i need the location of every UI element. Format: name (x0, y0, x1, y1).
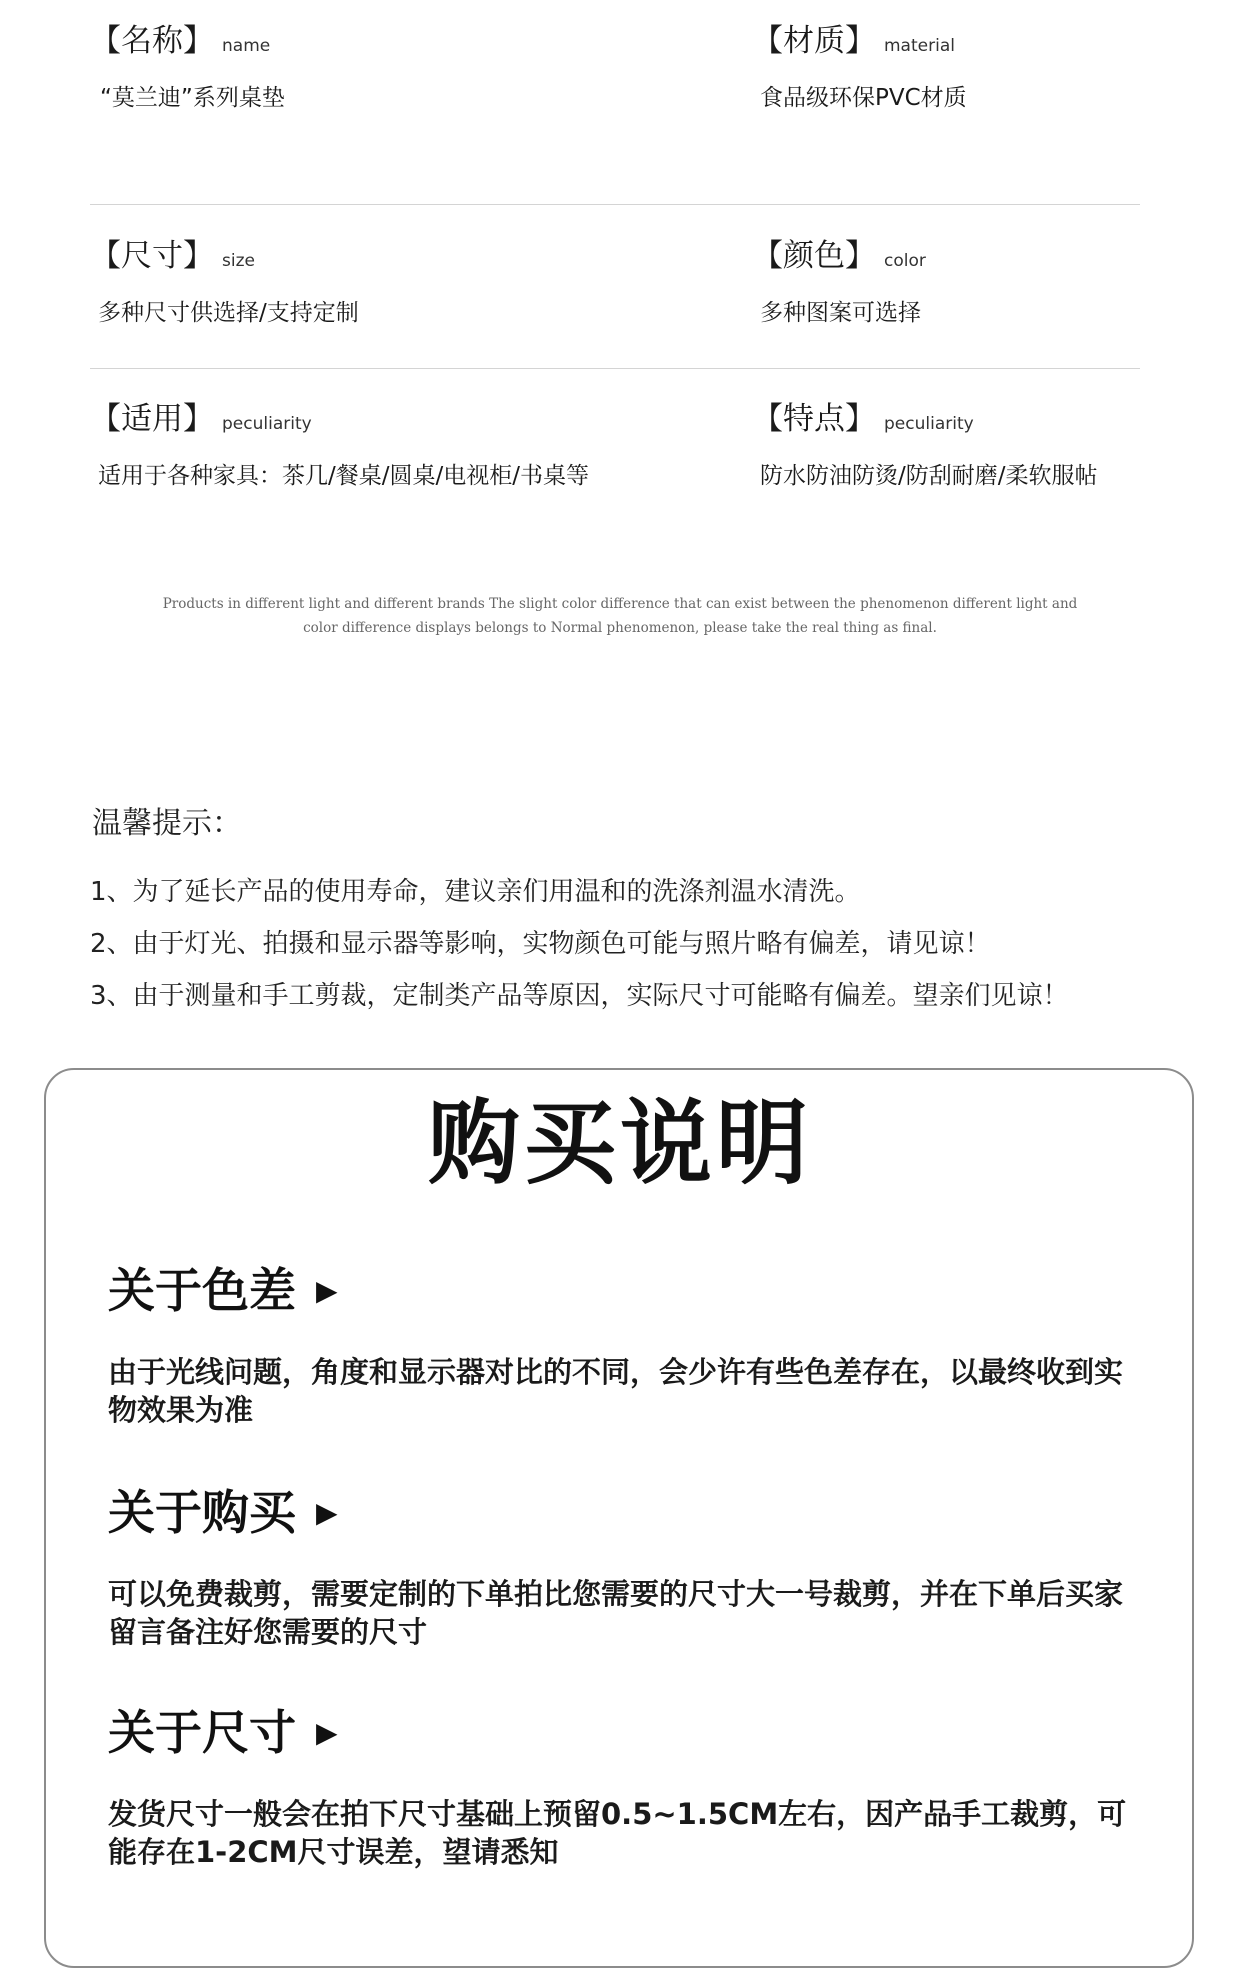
spec-name (90, 23, 285, 112)
section-body: 可以免费裁剪，需要定制的下单拍比您需要的尺寸大一号裁剪，并在下单后买家留言备注好您需要的尺寸 (108, 1577, 1124, 1649)
tip-item: 1、为了延长产品的使用寿命，建议亲们用温和的洗涤剂温水清洗。 (90, 877, 861, 907)
spec-feature-value: 防水防油防烫/防刮耐磨/柔软服帖 (760, 463, 1098, 489)
spec-color-label: 【颜色】 (752, 238, 876, 274)
spec-usage-label-en: peculiarity (222, 414, 312, 434)
spec-feature-label: 【特点】 (752, 401, 876, 437)
divider (90, 204, 1140, 205)
tips-title: 温馨提示： (92, 806, 242, 841)
spec-usage-label: 【适用】 (90, 401, 214, 437)
spec-size-label: 【尺寸】 (90, 238, 214, 274)
tip-item: 2、由于灯光、拍摄和显示器等影响，实物颜色可能与照片略有偏差，请见谅！ (90, 929, 991, 959)
spec-color-label-en: color (884, 251, 926, 271)
section-heading: 关于色差 (108, 1264, 296, 1319)
section-body: 由于光线问题，角度和显示器对比的不同，会少许有些色差存在，以最终收到实物效果为准 (108, 1355, 1124, 1427)
section-body: 发货尺寸一般会在拍下尺寸基础上预留0.5~1.5CM左右，因产品手工裁剪，可能存在1-2CM尺寸误差，望请悉知 (108, 1797, 1127, 1869)
tip-item: 3、由于测量和手工剪裁，定制类产品等原因，实际尺寸可能略有偏差。望亲们见谅！ (90, 981, 1069, 1011)
disclaimer-line-2: color difference displays belongs to Normal phenomenon, please take the real thing as final. (303, 620, 937, 636)
section-color-difference (108, 1264, 1128, 1429)
color-disclaimer (120, 592, 1120, 640)
spec-name-label-en: name (222, 36, 271, 56)
spec-material-value: 食品级环保PVC材质 (760, 85, 967, 111)
spec-color (752, 238, 926, 327)
divider (90, 368, 1140, 369)
spec-size (90, 238, 359, 327)
spec-name-label: 【名称】 (90, 23, 214, 59)
spec-name-value: “莫兰迪”系列桌垫 (100, 85, 285, 111)
play-triangle-icon: ▶ (316, 1273, 338, 1307)
spec-material-label: 【材质】 (752, 23, 876, 59)
spec-size-value: 多种尺寸供选择/支持定制 (98, 300, 359, 326)
tips-list (90, 866, 1069, 1022)
play-triangle-icon: ▶ (316, 1715, 338, 1749)
spec-material (752, 23, 967, 112)
spec-feature-label-en: peculiarity (884, 414, 974, 434)
section-heading: 关于尺寸 (108, 1706, 296, 1761)
section-heading: 关于购买 (108, 1486, 296, 1541)
spec-usage-value: 适用于各种家具：茶几/餐桌/圆桌/电视柜/书桌等 (98, 463, 589, 489)
spec-size-label-en: size (222, 251, 255, 271)
spec-usage (90, 401, 589, 490)
section-purchase (108, 1486, 1128, 1651)
purchase-title: 购买说明 (427, 1090, 812, 1197)
spec-feature (752, 401, 1098, 490)
spec-color-value: 多种图案可选择 (760, 300, 921, 326)
section-size (108, 1706, 1128, 1871)
spec-material-label-en: material (884, 36, 955, 56)
play-triangle-icon: ▶ (316, 1495, 338, 1529)
disclaimer-line-1: Products in different light and different brands The slight color difference that can exist between the phenomenon different light and (162, 596, 1078, 612)
